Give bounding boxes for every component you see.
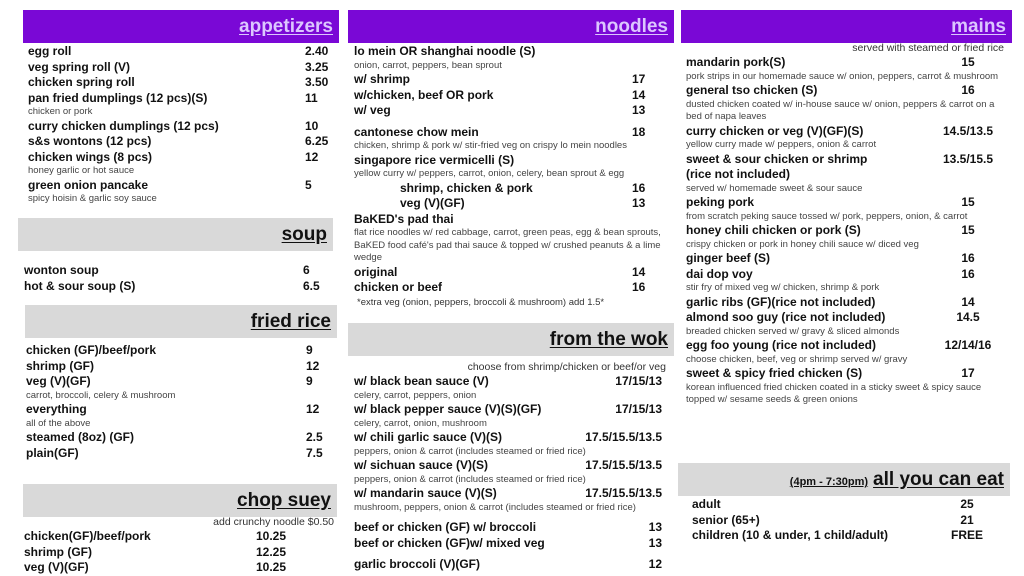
section-subtitle: choose from shrimp/chicken or beef/or veg [467,361,666,373]
item-name: egg foo young (rice not included) [686,338,876,352]
mains-section [686,42,1008,407]
menu-item [686,267,1008,283]
menu-item [354,44,672,60]
section-note: *extra veg (onion, peppers, broccoli & mushroom) add 1.5* [357,296,605,308]
item-name: egg roll [28,44,72,58]
menu-item [686,83,1008,99]
item-name: s&s wontons (12 pcs) [28,134,152,148]
item-price: 14 [961,294,975,309]
menu-item [24,560,334,576]
mains-title: mains [951,16,1006,37]
noodles-section [354,44,672,309]
item-name: veg (V)(GF) [400,196,465,210]
item-description: chicken, shrimp & pork w/ stir-fried veg on crispy lo mein noodles [354,140,627,151]
menu-item [686,295,1008,311]
section-subtitle: served with steamed or fried rice [852,42,1004,54]
item-price: 13 [632,196,646,210]
item-description: celery, carrot, peppers, onion [354,389,477,401]
menu-item [354,88,672,104]
item-price: 18 [632,124,646,139]
item-name: chicken (GF)/beef/pork [26,343,157,357]
item-price: 10.25 [256,560,287,574]
item-name: w/ black bean sauce (V) [354,374,489,388]
item-description: peppers, onion & carrot (includes steamed or fried rice) [354,445,586,457]
menu-item [354,557,670,573]
item-price: 13 [648,535,662,550]
item-name: shrimp (GF) [26,358,94,373]
item-price: FREE [950,528,983,542]
menu-item [692,513,992,529]
menu-item [686,55,1008,71]
item-name: w/chicken, beef OR pork [354,87,494,102]
fried-rice-header [25,305,337,338]
item-name: chicken(GF)/beef/pork [24,529,151,543]
item-description: spicy hoisin & garlic soy sauce [28,193,157,204]
item-price: 16 [632,280,646,294]
item-price: 16 [632,180,646,195]
item-price: 6.5 [303,278,320,293]
item-name: lo mein OR shanghai noodle (S) [354,44,536,58]
item-price: 11 [305,90,318,105]
item-name: sweet & spicy fried chicken (S) [686,366,863,380]
item-name: honey chili chicken or pork (S) [686,223,861,237]
item-name: dai dop voy [686,266,753,281]
item-description: celery, carrot, onion, mushroom [354,417,487,429]
item-price: 12 [306,402,320,416]
item-name: w/ sichuan sauce (V)(S) [354,458,489,472]
item-name: beef or chicken (GF)w/ mixed veg [354,535,545,550]
menu-item [28,44,338,60]
item-name: everything [26,402,87,416]
item-description: honey garlic or hot sauce [28,165,135,176]
menu-item [26,343,336,359]
all-you-can-eat-hours: (4pm - 7:30pm) [789,476,869,488]
menu-item [686,195,1008,211]
item-name: wonton soup [24,263,99,277]
item-name: ginger beef (S) [686,251,771,265]
item-description: mushroom, peppers, onion & carrot (includes steamed or fried rice) [354,501,636,513]
menu-item [28,178,338,194]
item-name: chicken or beef [354,280,443,294]
menu-item [686,152,1008,168]
item-name: beef or chicken (GF) w/ broccoli [354,520,537,534]
item-name: w/ shrimp [354,72,411,86]
item-name: garlic broccoli (V)(GF) [354,557,481,571]
item-name: plain(GF) [26,445,79,460]
menu-item [24,263,334,279]
item-name: veg (V)(GF) [26,374,91,388]
item-price: 3.50 [305,75,329,89]
item-price: 12 [306,358,320,373]
item-name: chicken spring roll [28,75,135,89]
menu-item [26,446,336,462]
item-name: children (10 & under, 1 child/adult) [692,528,889,542]
item-name: almond soo guy (rice not included) [686,310,886,324]
menu-item [28,150,338,166]
menu-item [692,528,992,544]
item-price: 14.5 [956,310,980,324]
menu-item [354,486,670,502]
item-name: peking pork [686,195,755,209]
menu-item [686,310,1008,326]
item-description: pork strips in our homemade sauce w/ onion, peppers, carrot & mushroom [686,70,999,82]
item-price: 12 [648,557,662,571]
menu-item [692,497,992,513]
item-price: 14 [632,87,646,102]
menu-item [354,265,672,281]
fried-rice-section [26,343,336,461]
all-you-can-eat-title: all you can eat [873,469,1004,490]
menu-item [28,75,338,91]
item-price: 10.25 [256,529,287,543]
item-name: garlic ribs (GF)(rice not included) [686,294,876,309]
item-price: 14 [632,264,646,279]
all-you-can-eat-section [692,497,992,544]
noodles-title: noodles [595,16,668,37]
item-description: served w/ homemade sweet & sour sauce [686,182,863,194]
item-name: pan fried dumplings (12 pcs)(S) [28,90,208,105]
item-description: from scratch peking sauce tossed w/ pork, peppers, onion, & carrot [686,210,968,222]
item-name: sweet & sour chicken or shrimp [686,151,868,166]
item-price: 6.25 [305,134,329,148]
item-name: steamed (8oz) (GF) [26,430,135,444]
menu-item [354,153,672,169]
soup-title: soup [281,224,327,245]
chop-suey-title: chop suey [237,490,331,511]
item-description: flat rice noodles w/ red cabbage, carrot, green peas, egg & bean sprouts, BaKED food café's pad thai sauce & topped w/ crushed peanuts & a lime wedge [354,227,661,263]
item-name: original [354,264,398,279]
chop-suey-header [23,484,337,517]
item-price: 17 [961,366,975,380]
menu-item [354,536,670,552]
appetizers-title: appetizers [239,16,333,37]
item-name: w/ veg [354,103,391,117]
item-description: carrot, broccoli, celery & mushroom [26,389,176,401]
item-name: general tso chicken (S) [686,83,818,97]
item-price: 10 [305,118,319,133]
menu-item [354,196,672,212]
menu-item [686,251,1008,267]
item-price: 2.40 [305,44,329,58]
item-description: dusted chicken coated w/ in-house sauce w/ onion, peppers & carrot on a bed of napa leaves [686,98,995,122]
item-price: 9 [306,374,313,388]
item-price: 2.5 [306,430,323,444]
item-price: 21 [960,512,974,527]
soup-header [18,218,333,251]
item-price: 16 [961,83,975,97]
menu-item [26,374,336,390]
menu-item [354,520,670,536]
from-the-wok-title: from the wok [549,329,668,350]
item-name: curry chicken or veg (V)(GF)(S) [686,123,864,138]
item-name: shrimp, chicken & pork [400,180,533,195]
item-description: crispy chicken or pork in honey chili sauce w/ diced veg [686,238,919,250]
menu-item [28,91,338,107]
item-price: 17/15/13 [615,402,662,416]
item-price: 12.25 [256,544,287,559]
item-price: 3.25 [305,59,329,74]
item-name: veg spring roll (V) [28,59,131,74]
menu-item [354,458,670,474]
item-name: hot & sour soup (S) [24,278,136,293]
appetizers-section [28,44,338,206]
item-description: yellow curry w/ peppers, carrot, onion, celery, bean sprout & egg [354,168,625,179]
noodles-header [348,10,674,43]
item-price: 17 [632,72,646,86]
item-description: onion, carrot, peppers, bean sprout [354,59,502,71]
item-price: 17.5/15.5/13.5 [585,486,662,500]
menu-item [28,119,338,135]
menu-item [28,60,338,76]
item-price: 5 [305,177,312,192]
menu-item [354,181,672,197]
all-you-can-eat-header [678,463,1010,496]
menu-item [354,430,670,446]
item-price: 7.5 [306,445,323,460]
section-subtitle: add crunchy noodle $0.50 [213,516,334,528]
item-name: singapore rice vermicelli (S) [354,152,515,167]
item-price: 13 [648,520,662,534]
item-description: choose chicken, beef, veg or shrimp served w/ gravy [686,353,908,365]
item-price: 12/14/16 [944,338,992,352]
item-name: chicken wings (8 pcs) [28,149,153,164]
item-description: stir fry of mixed veg w/ chicken, shrimp & pork [686,282,880,293]
menu-item [686,223,1008,239]
item-name: BaKED's pad thai [354,211,454,226]
menu-item [686,366,1008,382]
from-the-wok-section [354,361,670,573]
fried-rice-title: fried rice [250,311,331,332]
menu-item [354,212,672,228]
item-name: senior (65+) [692,512,760,527]
item-price: 16 [961,266,975,281]
item-name: w/ chili garlic sauce (V)(S) [354,430,503,444]
item-price: 12 [305,149,319,164]
menu-item [24,529,334,545]
item-price: 15 [961,223,975,237]
menu-item [686,124,1008,140]
chop-suey-section [24,516,334,576]
item-price: 15 [961,195,975,209]
item-name: mandarin pork(S) [686,55,786,69]
item-description: all of the above [26,417,91,429]
item-description: breaded chicken served w/ gravy & sliced almonds [686,325,900,337]
item-name: w/ black pepper sauce (V)(S)(GF) [354,402,542,416]
item-price: 15 [961,55,975,69]
item-name: curry chicken dumplings (12 pcs) [28,118,219,133]
item-description: yellow curry made w/ peppers, onion & carrot [686,139,877,150]
menu-item [26,430,336,446]
item-price: 6 [303,263,310,277]
menu-item [26,359,336,375]
menu-item [24,279,334,295]
menu-item [354,280,672,296]
item-note: (rice not included) [686,167,791,181]
item-name: cantonese chow mein [354,124,479,139]
soup-section [24,263,334,294]
item-name: green onion pancake [28,177,149,192]
item-name: shrimp (GF) [24,544,92,559]
menu-item [354,402,670,418]
menu-item [686,338,1008,354]
item-price: 9 [306,343,313,357]
menu-item [26,402,336,418]
item-name: adult [692,497,721,511]
item-description: korean influenced fried chicken coated in a sticky sweet & spicy sauce topped w/ sesame seeds & green onions [686,381,982,405]
item-price: 17/15/13 [615,374,662,388]
item-description: chicken or pork [28,106,93,117]
menu-item [354,374,670,390]
item-price: 13 [632,103,646,117]
appetizers-header [23,10,339,43]
menu-item [28,134,338,150]
from-the-wok-header [348,323,674,356]
item-description: peppers, onion & carrot (includes steamed or fried rice) [354,473,586,485]
mains-header [681,10,1012,43]
item-price: 14.5/13.5 [942,123,994,138]
item-name: veg (V)(GF) [24,560,89,574]
menu-item [354,72,672,88]
item-name: w/ mandarin sauce (V)(S) [354,486,497,500]
item-price: 13.5/15.5 [942,151,994,166]
item-price: 16 [961,251,975,265]
menu-item [354,125,672,141]
item-price: 17.5/15.5/13.5 [585,430,662,444]
item-price: 25 [960,497,974,511]
menu-item [354,103,672,119]
item-price: 17.5/15.5/13.5 [585,458,662,472]
menu-item [24,545,334,561]
